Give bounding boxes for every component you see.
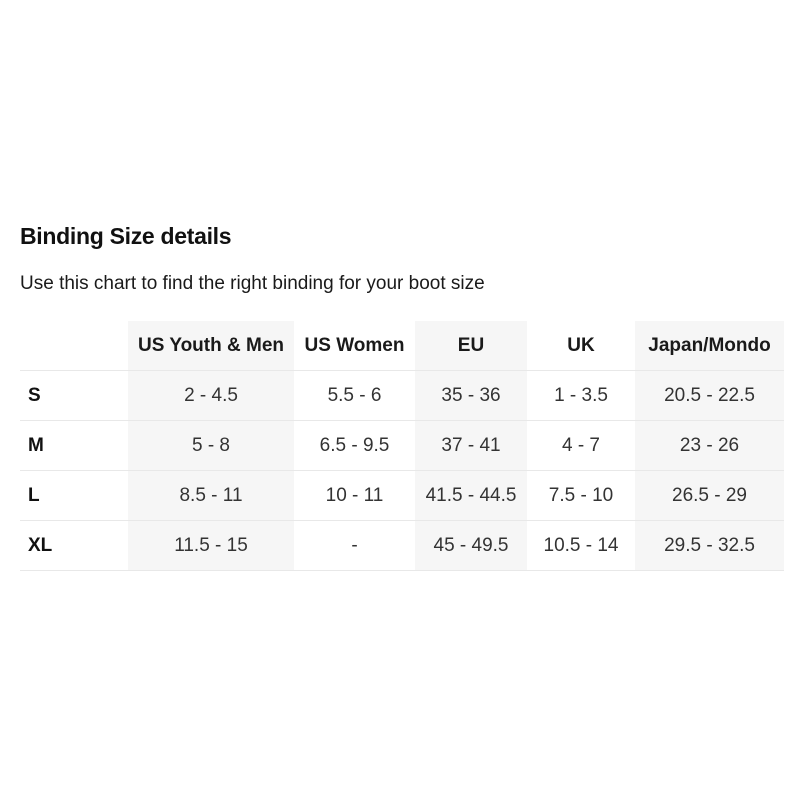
table-row [20,471,784,521]
header-eu: EU [415,321,527,371]
row-size-label: S [20,371,128,421]
cell-us-women: 5.5 - 6 [294,371,415,421]
binding-size-section [20,220,784,571]
cell-us: 5 - 8 [128,421,294,471]
cell-us: 2 - 4.5 [128,371,294,421]
cell-us-women: 10 - 11 [294,471,415,521]
row-size-label: L [20,471,128,521]
table-header-row [20,321,784,371]
header-uk: UK [527,321,635,371]
cell-us-women: - [294,521,415,571]
cell-eu: 35 - 36 [415,371,527,421]
section-title: Binding Size details [20,223,232,249]
cell-japan-mondo: 26.5 - 29 [635,471,784,521]
cell-japan-mondo: 23 - 26 [635,421,784,471]
row-size-label: XL [20,521,128,571]
cell-uk: 4 - 7 [527,421,635,471]
cell-uk: 7.5 - 10 [527,471,635,521]
cell-eu: 37 - 41 [415,421,527,471]
cell-uk: 10.5 - 14 [527,521,635,571]
cell-japan-mondo: 20.5 - 22.5 [635,371,784,421]
table-row [20,421,784,471]
cell-eu: 45 - 49.5 [415,521,527,571]
cell-us: 8.5 - 11 [128,471,294,521]
row-size-label: M [20,421,128,471]
header-us-youth-men: US Youth & Men [128,321,294,371]
cell-uk: 1 - 3.5 [527,371,635,421]
table-row [20,521,784,571]
header-corner-cell [20,321,128,371]
table-row [20,371,784,421]
cell-japan-mondo: 29.5 - 32.5 [635,521,784,571]
cell-eu: 41.5 - 44.5 [415,471,527,521]
header-japan-mondo: Japan/Mondo [635,321,784,371]
section-subtitle: Use this chart to find the right binding for your boot size [20,273,485,294]
header-us-women: US Women [294,321,415,371]
cell-us-women: 6.5 - 9.5 [294,421,415,471]
cell-us: 11.5 - 15 [128,521,294,571]
binding-size-table [20,321,784,571]
